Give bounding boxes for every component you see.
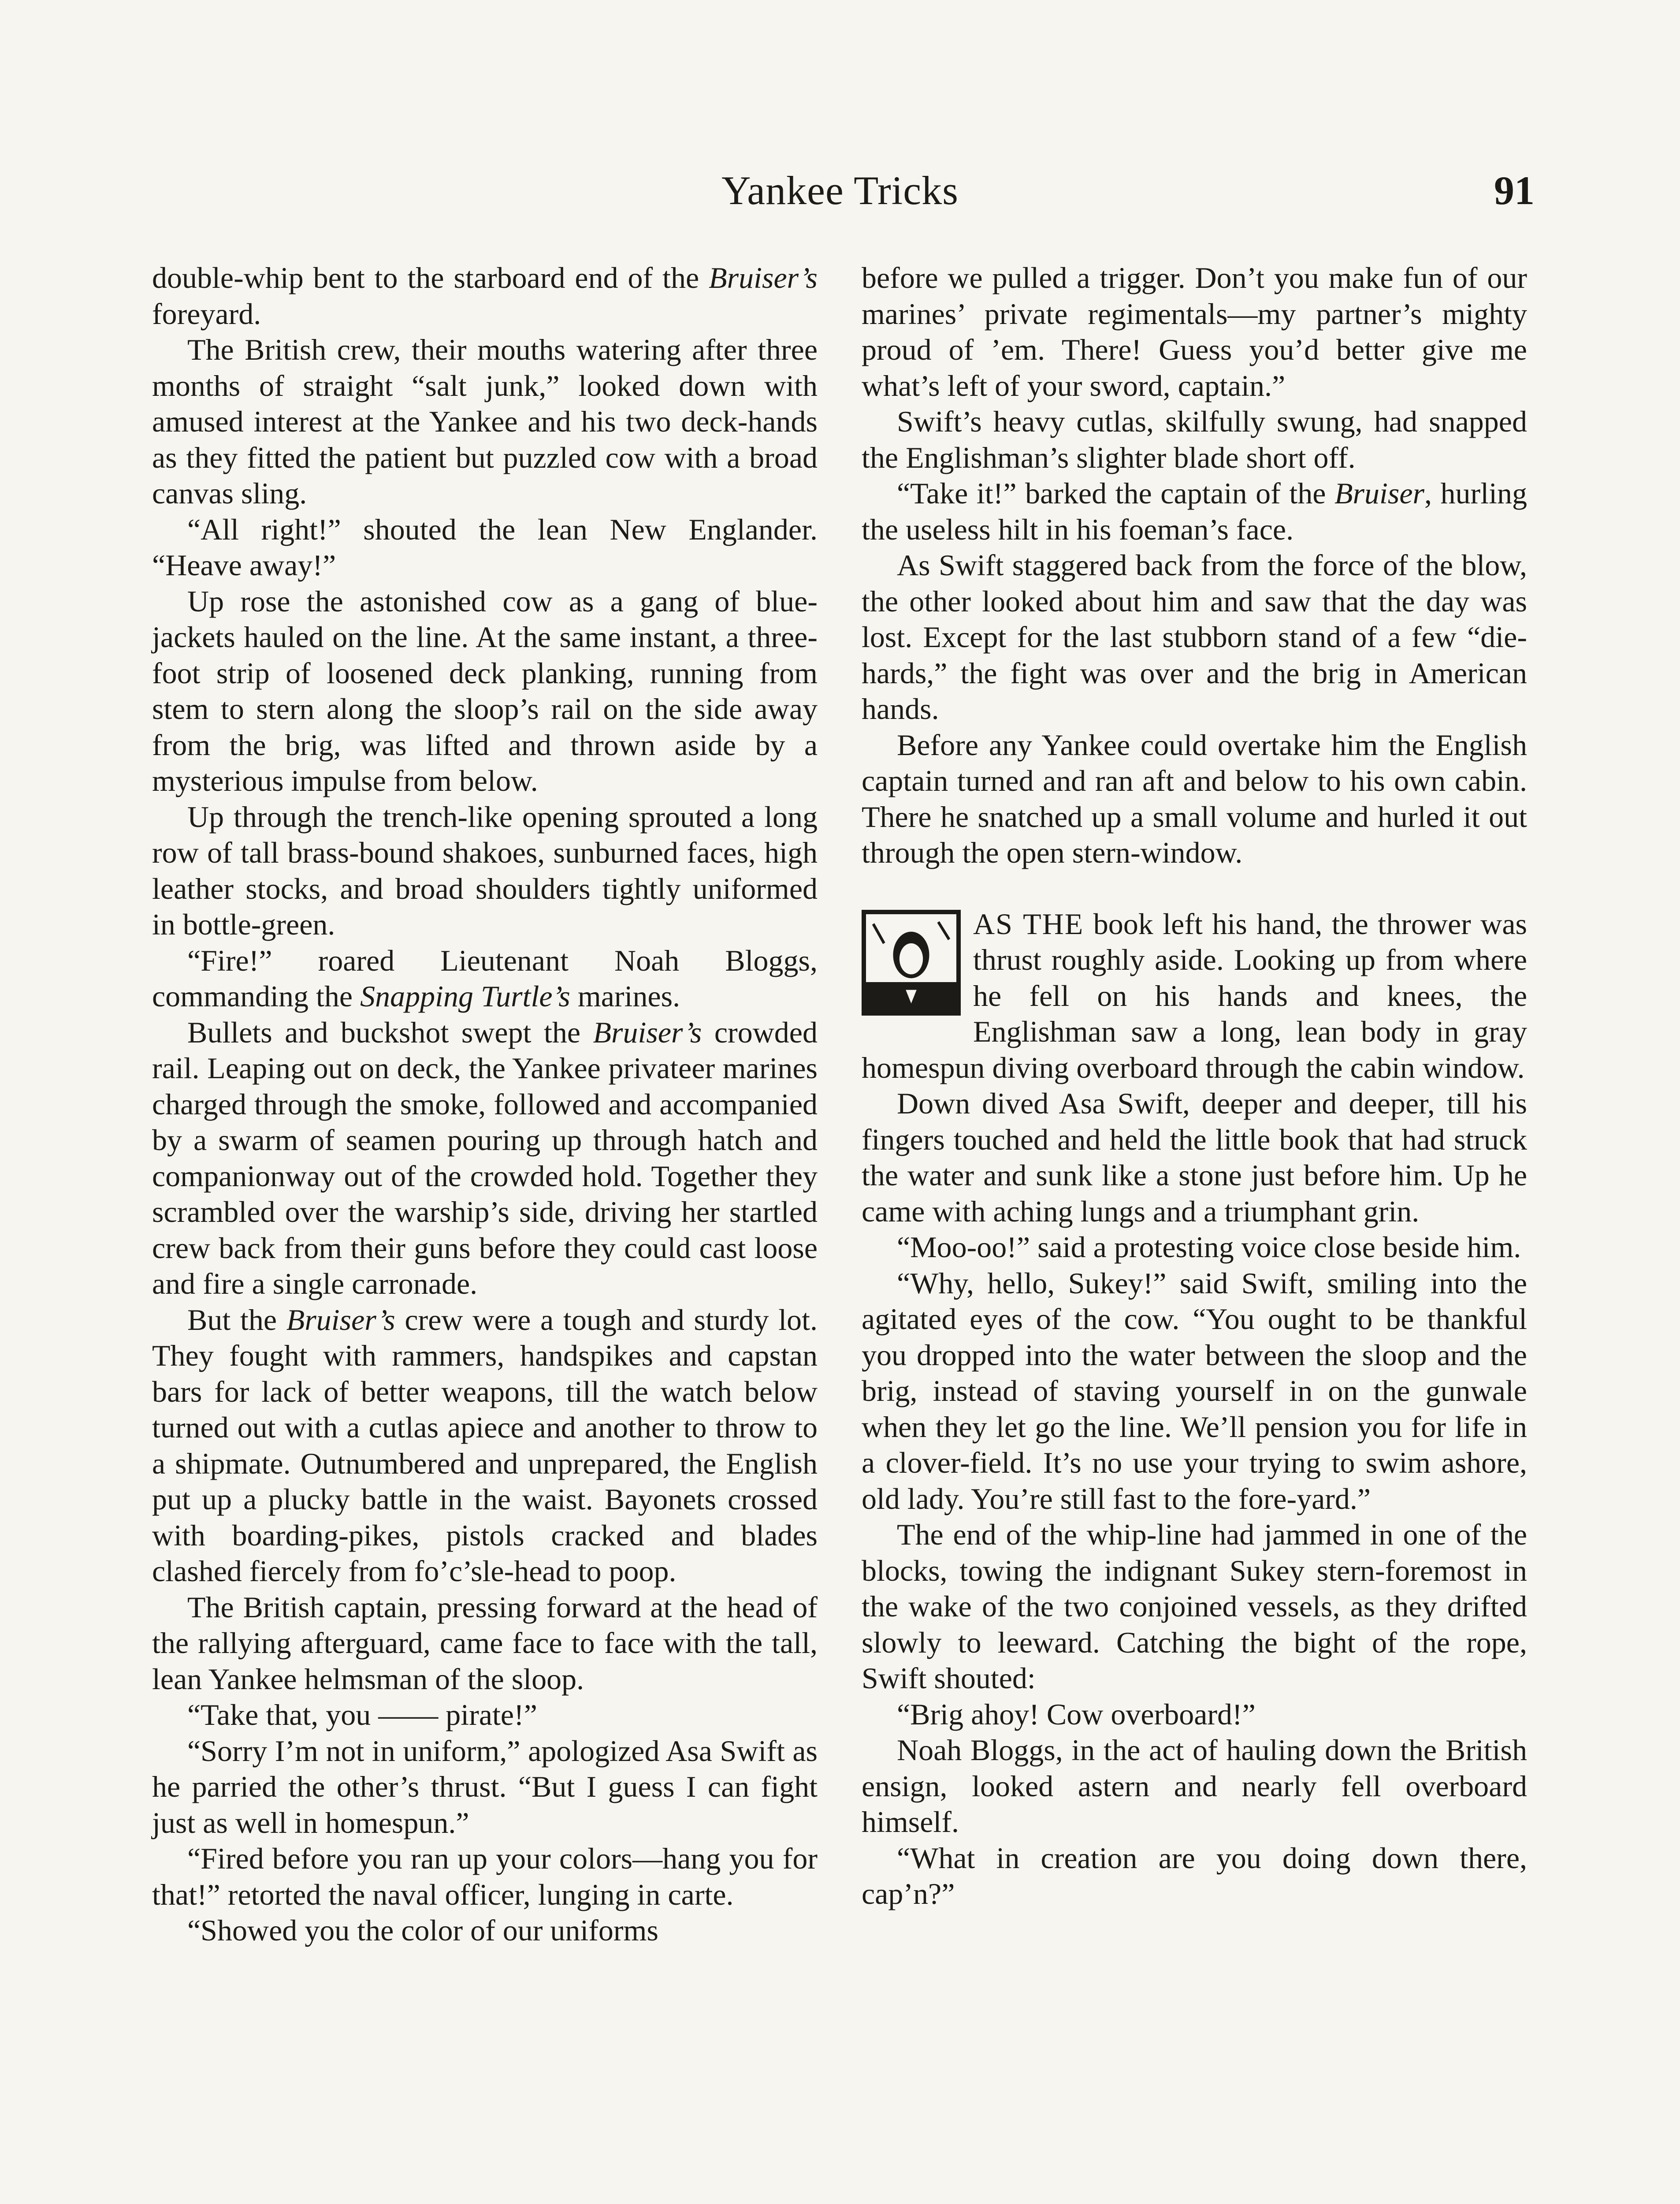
page-number: 91 bbox=[1494, 168, 1535, 213]
paragraph: Down dived Asa Swift, deeper and deeper, till his fingers touched and held the little book that had struck the water and sunk like a stone just before him. Up he came with aching lungs and a triumphant grin. bbox=[862, 1087, 1527, 1228]
paragraph: The British crew, their mouths watering after three months of straight “salt junk,” looked down with amused interest at the Yankee and his two deck-hands as they fitted the patient but puzzled cow with a broad canvas sling. bbox=[152, 333, 818, 510]
paragraph: “What in creation are you doing down there, cap’n?” bbox=[862, 1841, 1527, 1910]
paragraph: Up through the trench-like opening sprouted a long row of tall brass-bound shakoes, sunburned faces, high leather stocks, and broad shoulders tightly uniformed in bottle-green. bbox=[152, 800, 818, 941]
paragraph: Bullets and buckshot swept the Bruiser’s crowded rail. Leaping out on deck, the Yankee privateer marines charged through the smoke, followed and accompanied by a swarm of seamen pouring up through hatch and companionway out of the crowded hold. Together they scrambled over the warship’s side, driving her startled crew back from their guns before they could cast loose and fire a single carronade. bbox=[152, 1015, 818, 1300]
paragraph: Swift’s heavy cutlas, skilfully swung, had snapped the Englishman’s slighter blade short off. bbox=[862, 405, 1527, 474]
paragraph: “Fire!” roared Lieutenant Noah Bloggs, commanding the Snapping Turtle’s marines. bbox=[152, 943, 818, 1013]
paragraph: “Why, hello, Sukey!” said Swift, smiling into the agitated eyes of the cow. “You ought to be thankful you dropped into the water between the sloop and the brig, instead of staving yourself in on the gunwale when they let go the line. We’ll pension you for life in a clover-field. It’s no use your trying to swim ashore, old lady. You’re still fast to the fore-yard.” bbox=[862, 1266, 1527, 1515]
section-lead-paragraph bbox=[862, 906, 1527, 1086]
lead-caps: AS THE bbox=[973, 907, 1084, 941]
paragraph: “All right!” shouted the lean New Englander. “Heave away!” bbox=[152, 512, 818, 582]
paragraph: Before any Yankee could overtake him the English captain turned and ran aft and below to his own cabin. There he snatched up a small volume and hurled it out through the open stern-window. bbox=[862, 728, 1527, 869]
paragraph: The end of the whip-line had jammed in one of the blocks, towing the indignant Sukey stern-foremost in the wake of the two conjoined vessels, as they drifted slowly to leeward. Catching the bight of the rope, Swift shouted: bbox=[862, 1518, 1527, 1695]
paragraph: As Swift staggered back from the force of the blow, the other looked about him and saw that the day was lost. Except for the last stubborn stand of a few “die-hards,” the fight was over and the brig in American hands. bbox=[862, 548, 1527, 726]
paragraph: The British captain, pressing forward at the head of the rallying afterguard, came face to face with the tall, lean Yankee helmsman of the sloop. bbox=[152, 1590, 818, 1696]
paragraph: “Take it!” barked the captain of the Bruiser, hurling the useless hilt in his foeman’s face. bbox=[862, 477, 1527, 546]
paragraph: “Brig ahoy! Cow overboard!” bbox=[897, 1697, 1256, 1731]
left-column bbox=[152, 260, 818, 1949]
paragraph: double-whip bent to the starboard end of the Bruiser’s foreyard. bbox=[152, 261, 818, 331]
running-title: Yankee Tricks bbox=[721, 168, 959, 213]
lead-text: book left his hand, the thrower was thrust roughly aside. Looking up from where he fell on his hands and knees, the Englishman saw a long, lean body in gray homespun diving overboard through the cabin window. bbox=[862, 907, 1527, 1084]
paragraph: “Showed you the color of our uniforms bbox=[187, 1914, 658, 1947]
paragraph: “Sorry I’m not in uniform,” apologized Asa Swift as he parried the other’s thrust. “But I guess I can fight just as well in homespun.” bbox=[152, 1734, 818, 1839]
paragraph: before we pulled a trigger. Don’t you make fun of our marines’ private regimentals—my partner’s mighty proud of ’em. There! Guess you’d better give me what’s left of your sword, captain.” bbox=[862, 261, 1527, 402]
paragraph: “Moo-oo!” said a protesting voice close beside him. bbox=[897, 1230, 1521, 1264]
paragraph: But the Bruiser’s crew were a tough and sturdy lot. They fought with rammers, handspikes and capstan bars for lack of better weapons, till the watch below turned out with a cutlas apiece and another to throw to a shipmate. Outnumbered and unprepared, the English put up a plucky battle in the waist. Bayonets crossed with boarding-pikes, pistols cracked and blades clashed fiercely from fo’c’sle-head to poop. bbox=[152, 1303, 818, 1588]
right-column bbox=[862, 260, 1527, 1912]
paragraph: “Take that, you —— pirate!” bbox=[187, 1698, 537, 1731]
paragraph: Up rose the astonished cow as a gang of blue-jackets hauled on the line. At the same instant, a three-foot strip of loosened deck planking, running from stem to stern along the sloop’s rail on the side away from the brig, was lifted and thrown aside by a mysterious impulse from below. bbox=[152, 584, 818, 797]
paragraph: “Fired before you ran up your colors—hang you for that!” retorted the naval officer, lunging in carte. bbox=[152, 1842, 818, 1911]
paragraph: Noah Bloggs, in the act of hauling down the British ensign, looked astern and nearly fell overboard himself. bbox=[862, 1733, 1527, 1839]
portrait-ornament-icon bbox=[862, 910, 961, 1016]
